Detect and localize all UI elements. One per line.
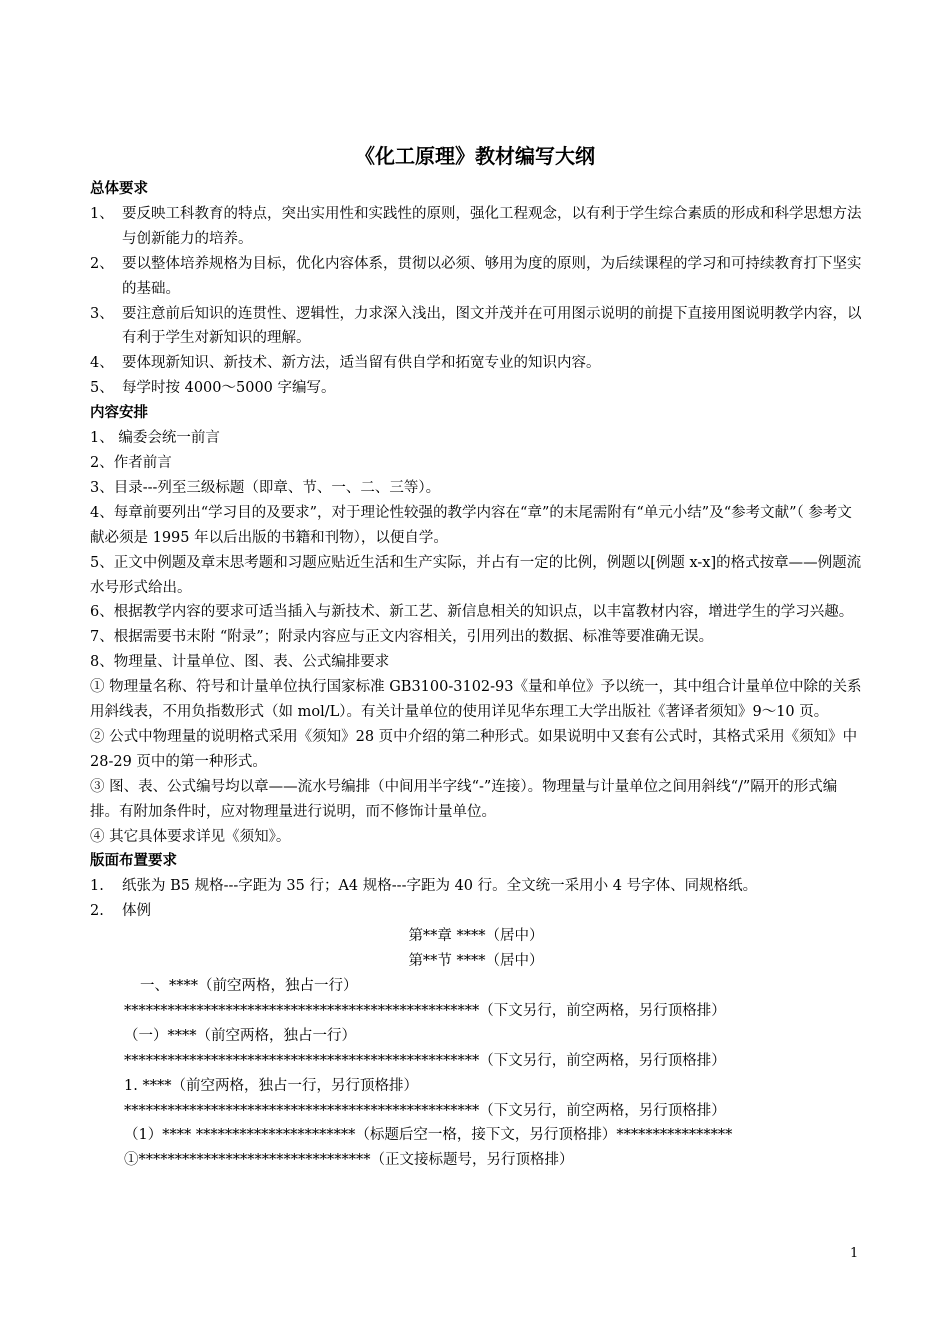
general-item: 1、 要反映工科教育的特点，突出实用性和实践性的原则，强化工程观念，以有利于学生综合素质的形成和科学思想方法与创新能力的培养。 [90, 205, 862, 247]
example-line: ①********************************（正文接标题号，另行顶格排） [124, 1152, 574, 1169]
document-title: 《化工原理》教材编写大纲 [355, 144, 595, 168]
general-item: 2、 要以整体培养规格为目标，优化内容体系，贯彻以必须、够用为度的原则，为后续课程的学习和可持续教育打下坚实的基础。 [90, 255, 862, 297]
content-line: 2、作者前言 [90, 454, 172, 471]
content-line: 7、根据需要书末附 “附录”；附录内容应与正文内容相关，引用列出的数据、标准等要准确无误。 [90, 629, 714, 646]
document-body [90, 177, 862, 1173]
content-line: ③ 图、表、公式编号均以章——流水号编排（中间用半字线“-”连接）。物理量与计量单位之间用斜线“/”隔开的形式编排。有附加条件时，应对物理量进行说明，而不修饰计量单位。 [90, 778, 838, 820]
general-item: 5、 每学时按 4000～5000 字编写。 [90, 380, 336, 397]
example-line: 一、****（前空两格，独占一行） [140, 978, 358, 994]
content-line: 3、目录---列至三级标题（即章、节、一、二、三等）。 [90, 479, 441, 496]
example-line: *************************************************（下文另行，前空两格，另行顶格排） [124, 1052, 726, 1069]
content-line: 6、根据教学内容的要求可适当插入与新技术、新工艺、新信息相关的知识点，以丰富教材内容，增进学生的学习兴趣。 [90, 604, 854, 621]
example-line: （1）**** **********************（标题后空一格，接下文，另行顶格排）**************** [124, 1127, 733, 1144]
layout-item: 2. 体例 [90, 903, 151, 920]
content-line: 1、 编委会统一前言 [90, 430, 220, 447]
content-line: ② 公式中物理量的说明格式采用《须知》28 页中介绍的第二种形式。如果说明中又套有公式时，其格式采用《须知》中 28-29 页中的第一种形式。 [90, 728, 858, 770]
layout-item: 1. 纸张为 B5 规格---字距为 35 行；A4 规格---字距为 40 行。全文统一采用小 4 号字体、同规格纸。 [90, 878, 758, 895]
general-item: 3、 要注意前后知识的连贯性、逻辑性，力求深入浅出，图文并茂并在可用图示说明的前提下直接用图说明教学内容，以有利于学生对新知识的理解。 [90, 305, 862, 347]
example-line: 1. ****（前空两格，独占一行，另行顶格排） [124, 1077, 418, 1094]
example-chapter: 第**章 ****（居中） [408, 928, 544, 945]
section-heading-content: 内容安排 [90, 405, 148, 422]
general-item: 4、 要体现新知识、新技术、新方法，适当留有供自学和拓宽专业的知识内容。 [90, 355, 601, 372]
content-line: 4、每章前要列出“学习目的及要求”，对于理论性较强的教学内容在“章”的末尾需附有“单元小结”及“参考文献”（ 参考文献必须是 1995 年以后出版的书籍和刊物），以便自学。 [90, 504, 852, 546]
section-heading-general: 总体要求 [90, 181, 148, 197]
content-line: ① 物理量名称、符号和计量单位执行国家标准 GB3100-3102-93《量和单位》予以统一，其中组合计量单位中除的关系用斜线表，不用负指数形式（如 mol/L）。有关计量单位的使用详见华东理工大学出版社《著译者须知》9～10 页。 [90, 679, 862, 721]
example-line: *************************************************（下文另行，前空两格，另行顶格排） [124, 1002, 726, 1019]
example-section: 第**节 ****（居中） [408, 953, 544, 970]
content-line: 5、正文中例题及章末思考题和习题应贴近生活和生产实际，并占有一定的比例，例题以[例题 x-x]的格式按章——例题流水号形式给出。 [90, 554, 862, 596]
content-line: ④ 其它具体要求详见《须知》。 [90, 828, 291, 845]
content-line: 8、物理量、计量单位、图、表、公式编排要求 [90, 654, 390, 671]
example-line: *************************************************（下文另行，前空两格，另行顶格排） [124, 1102, 726, 1119]
example-line: （一）****（前空两格，独占一行） [124, 1027, 356, 1044]
page-number: 1 [850, 1246, 859, 1261]
section-heading-layout: 版面布置要求 [90, 853, 177, 870]
